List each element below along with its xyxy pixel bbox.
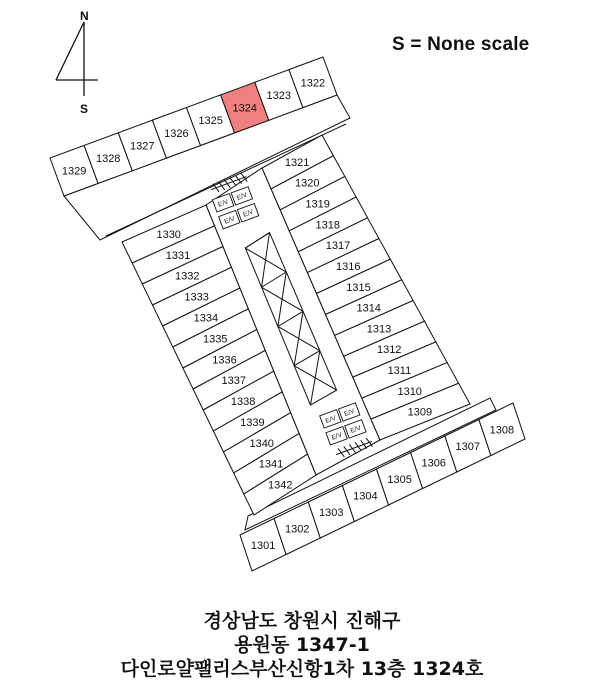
compass-south-label: S — [80, 102, 89, 116]
unit-number: 1311 — [387, 365, 412, 377]
stair-step — [224, 178, 230, 188]
unit-number: 1338 — [230, 396, 256, 408]
elevator-label: E/V — [242, 208, 255, 219]
compass — [56, 22, 98, 96]
unit-number: 1336 — [212, 354, 237, 367]
unit-number: 1334 — [193, 312, 219, 325]
unit-number: 1324 — [232, 102, 257, 115]
unit-number: 1335 — [202, 333, 228, 346]
unit-number: 1301 — [250, 539, 276, 552]
unit-number: 1312 — [376, 344, 402, 357]
unit-number: 1337 — [221, 375, 247, 388]
unit-number: 1323 — [266, 89, 292, 102]
unit-number: 1340 — [249, 437, 274, 450]
unit-number: 1328 — [95, 153, 121, 166]
unit-number: 1331 — [165, 249, 191, 262]
unit-number: 1302 — [284, 523, 310, 536]
unit-number: 1333 — [184, 291, 209, 304]
unit-number: 1308 — [489, 424, 515, 437]
unit-number: 1330 — [156, 228, 181, 241]
unit-number: 1321 — [284, 156, 310, 169]
unit-number: 1341 — [258, 458, 284, 471]
unit-number: 1315 — [346, 281, 371, 294]
unit-number: 1313 — [366, 323, 392, 336]
unit-number: 1327 — [130, 140, 155, 153]
unit-number: 1307 — [455, 440, 481, 453]
unit-number: 1310 — [397, 385, 422, 398]
unit-number: 1325 — [198, 115, 223, 128]
elevator-label: E/V — [223, 215, 236, 226]
address-line-street: 용원동 1347-1 — [234, 634, 370, 656]
stair-step — [230, 176, 236, 186]
unit-number: 1303 — [319, 506, 344, 519]
elevator-label: E/V — [343, 407, 356, 419]
unit-number: 1342 — [268, 479, 293, 492]
unit-number: 1305 — [387, 473, 412, 486]
unit-number: 1320 — [295, 177, 320, 190]
unit-number: 1316 — [336, 260, 361, 273]
unit-number: 1319 — [305, 198, 330, 211]
compass-north-label: N — [80, 9, 89, 23]
elevator-label: E/V — [217, 198, 230, 209]
unit-number: 1332 — [175, 270, 200, 283]
elevator-label: E/V — [324, 414, 337, 425]
unit-number: 1314 — [356, 302, 381, 315]
scale-note: S = None scale — [392, 34, 530, 55]
unit-number: 1306 — [421, 457, 446, 470]
unit-number: 1309 — [407, 406, 433, 419]
elevator-label: E/V — [330, 431, 344, 442]
unit-number: 1318 — [315, 219, 341, 232]
address-line-province: 경상남도 창원시 진해구 — [203, 610, 401, 632]
unit-number: 1329 — [61, 165, 87, 178]
compass-arm-left — [56, 22, 84, 80]
unit-number: 1326 — [164, 127, 189, 140]
unit-number: 1317 — [325, 240, 351, 253]
unit-number: 1322 — [300, 77, 326, 90]
elevator-label: E/V — [236, 191, 249, 202]
address-line-unit: 다인로얄팰리스부산신항1차 13층 1324호 — [120, 658, 484, 680]
elevator-label: E/V — [349, 424, 362, 435]
unit-number: 1304 — [353, 490, 378, 503]
unit-number: 1339 — [240, 416, 265, 429]
